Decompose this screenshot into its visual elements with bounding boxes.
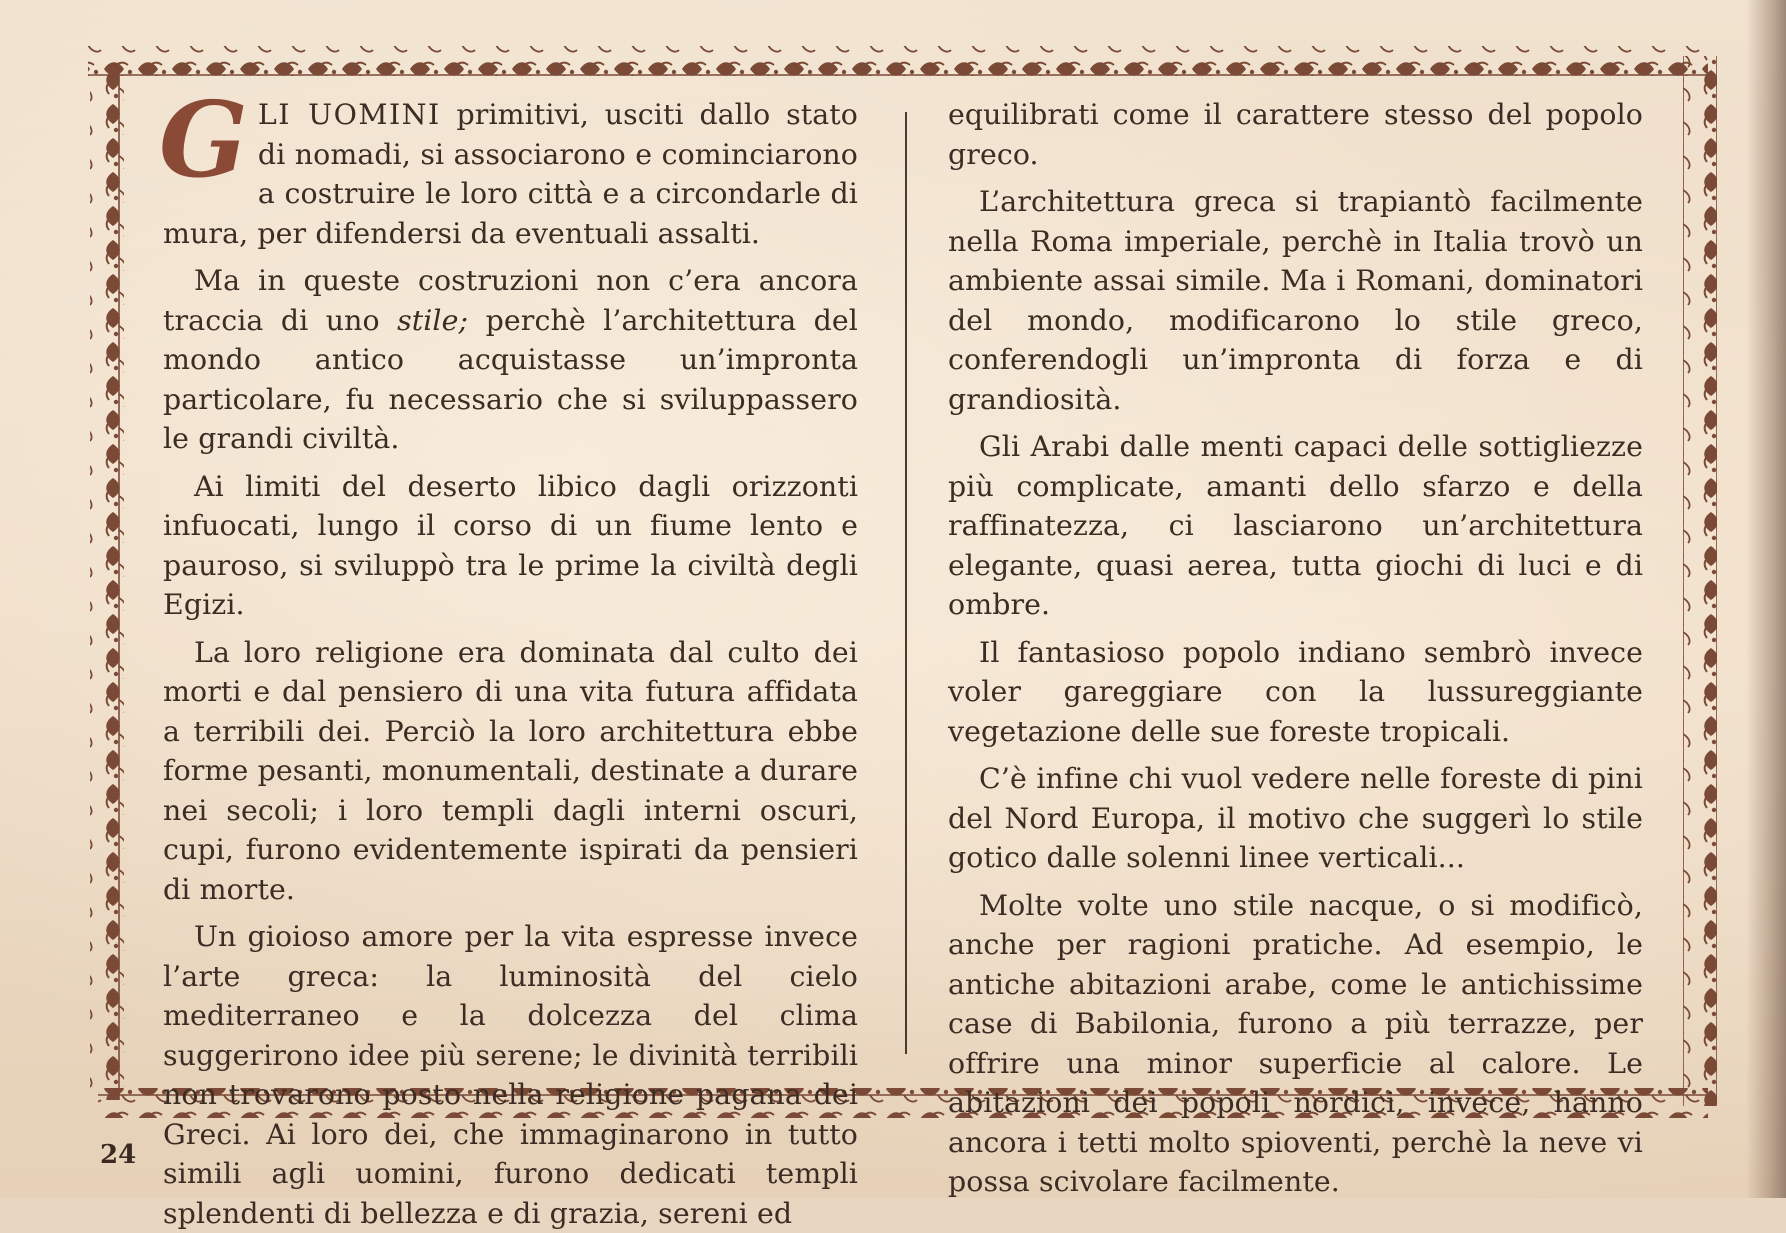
paragraph-text: Ma in queste costruzioni non c’era ancora traccia di uno — [163, 264, 858, 337]
paragraph: Il fantasioso popolo indiano sembrò invece voler gareggiare con la lussureggiante vegetazione delle sue foreste tropicali. — [948, 635, 1643, 748]
paragraph: La loro religione era dominata dal culto dei morti e dal pensiero di una vita futura affidata a terribili dei. Perciò la loro architettura ebbe forme pesanti, monumentali, destinate a durare nei secoli; i loro templi dagli interni oscuri, cupi, furono evidentemente ispirati da pensieri di morte. — [163, 635, 858, 906]
right-column — [948, 95, 1643, 1202]
paragraph: Molte volte uno stile nacque, o si modificò, anche per ragioni pratiche. Ad esempio, le antiche abitazioni arabe, come le antichissime case di Babilonia, furono a più terrazze, per offrire una minor superficie al calore. Le abitazioni dei popoli nordici, invece, hanno ancora i tetti molto spioventi, perchè la neve vi possa scivolare facilmente. — [948, 888, 1643, 1198]
paragraph: equilibrati come il carattere stesso del popolo greco. — [948, 98, 1643, 171]
italic-word: stile; — [397, 303, 469, 337]
column-divider — [905, 112, 907, 1054]
paragraph — [163, 261, 858, 459]
paragraph — [159, 78, 858, 253]
drop-cap: G — [159, 78, 248, 201]
paragraph: Un gioioso amore per la vita espresse invece l’arte greca: la luminosità del cielo mediterraneo e la dolcezza del clima suggerirono idee più serene; le divinità terribili non trovarono posto nella religione pagana dei Greci. Ai loro dei, che immaginarono in tutto simili agli uomini, furono dedicati templi splendenti di bellezza e di grazia, sereni ed — [163, 920, 858, 1230]
left-column — [159, 78, 858, 1233]
paragraph: Ai limiti del deserto libico dagli orizzonti infuocati, lungo il corso di un fiume lento e pauroso, si sviluppò tra le prime la civiltà degli Egizi. — [163, 469, 858, 621]
opening-caps: LI UOMINI — [257, 98, 441, 131]
page-number: 24 — [100, 1140, 137, 1170]
paragraph-text: primitivi, usciti dallo stato di nomadi, si associarono e cominciarono a costruire le loro città e a circondarle di mura, per difendersi da eventuali assalti. — [163, 98, 858, 250]
paragraph: C’è infine chi vuol vedere nelle foreste di pini del Nord Europa, il motivo che suggerì lo stile gotico dalle solenni linee verticali... — [948, 762, 1643, 874]
paragraph: Gli Arabi dalle menti capaci delle sottigliezze più complicate, amanti dello sfarzo e della raffinatezza, ci lasciarono un’architettura elegante, quasi aerea, tutta giochi di luci e di ombre. — [948, 430, 1643, 621]
paragraph: L’architettura greca si trapiantò facilmente nella Roma imperiale, perchè in Italia trovò un ambiente assai simile. Ma i Romani, dominatori del mondo, modificarono lo stile greco, conferendogli un’impronta di forza e di grandiosità. — [948, 185, 1643, 416]
paragraph-text: perchè l’architettura del mondo antico acquistasse un’impronta particolare, fu necessario che si sviluppassero le grandi civiltà. — [163, 303, 858, 455]
